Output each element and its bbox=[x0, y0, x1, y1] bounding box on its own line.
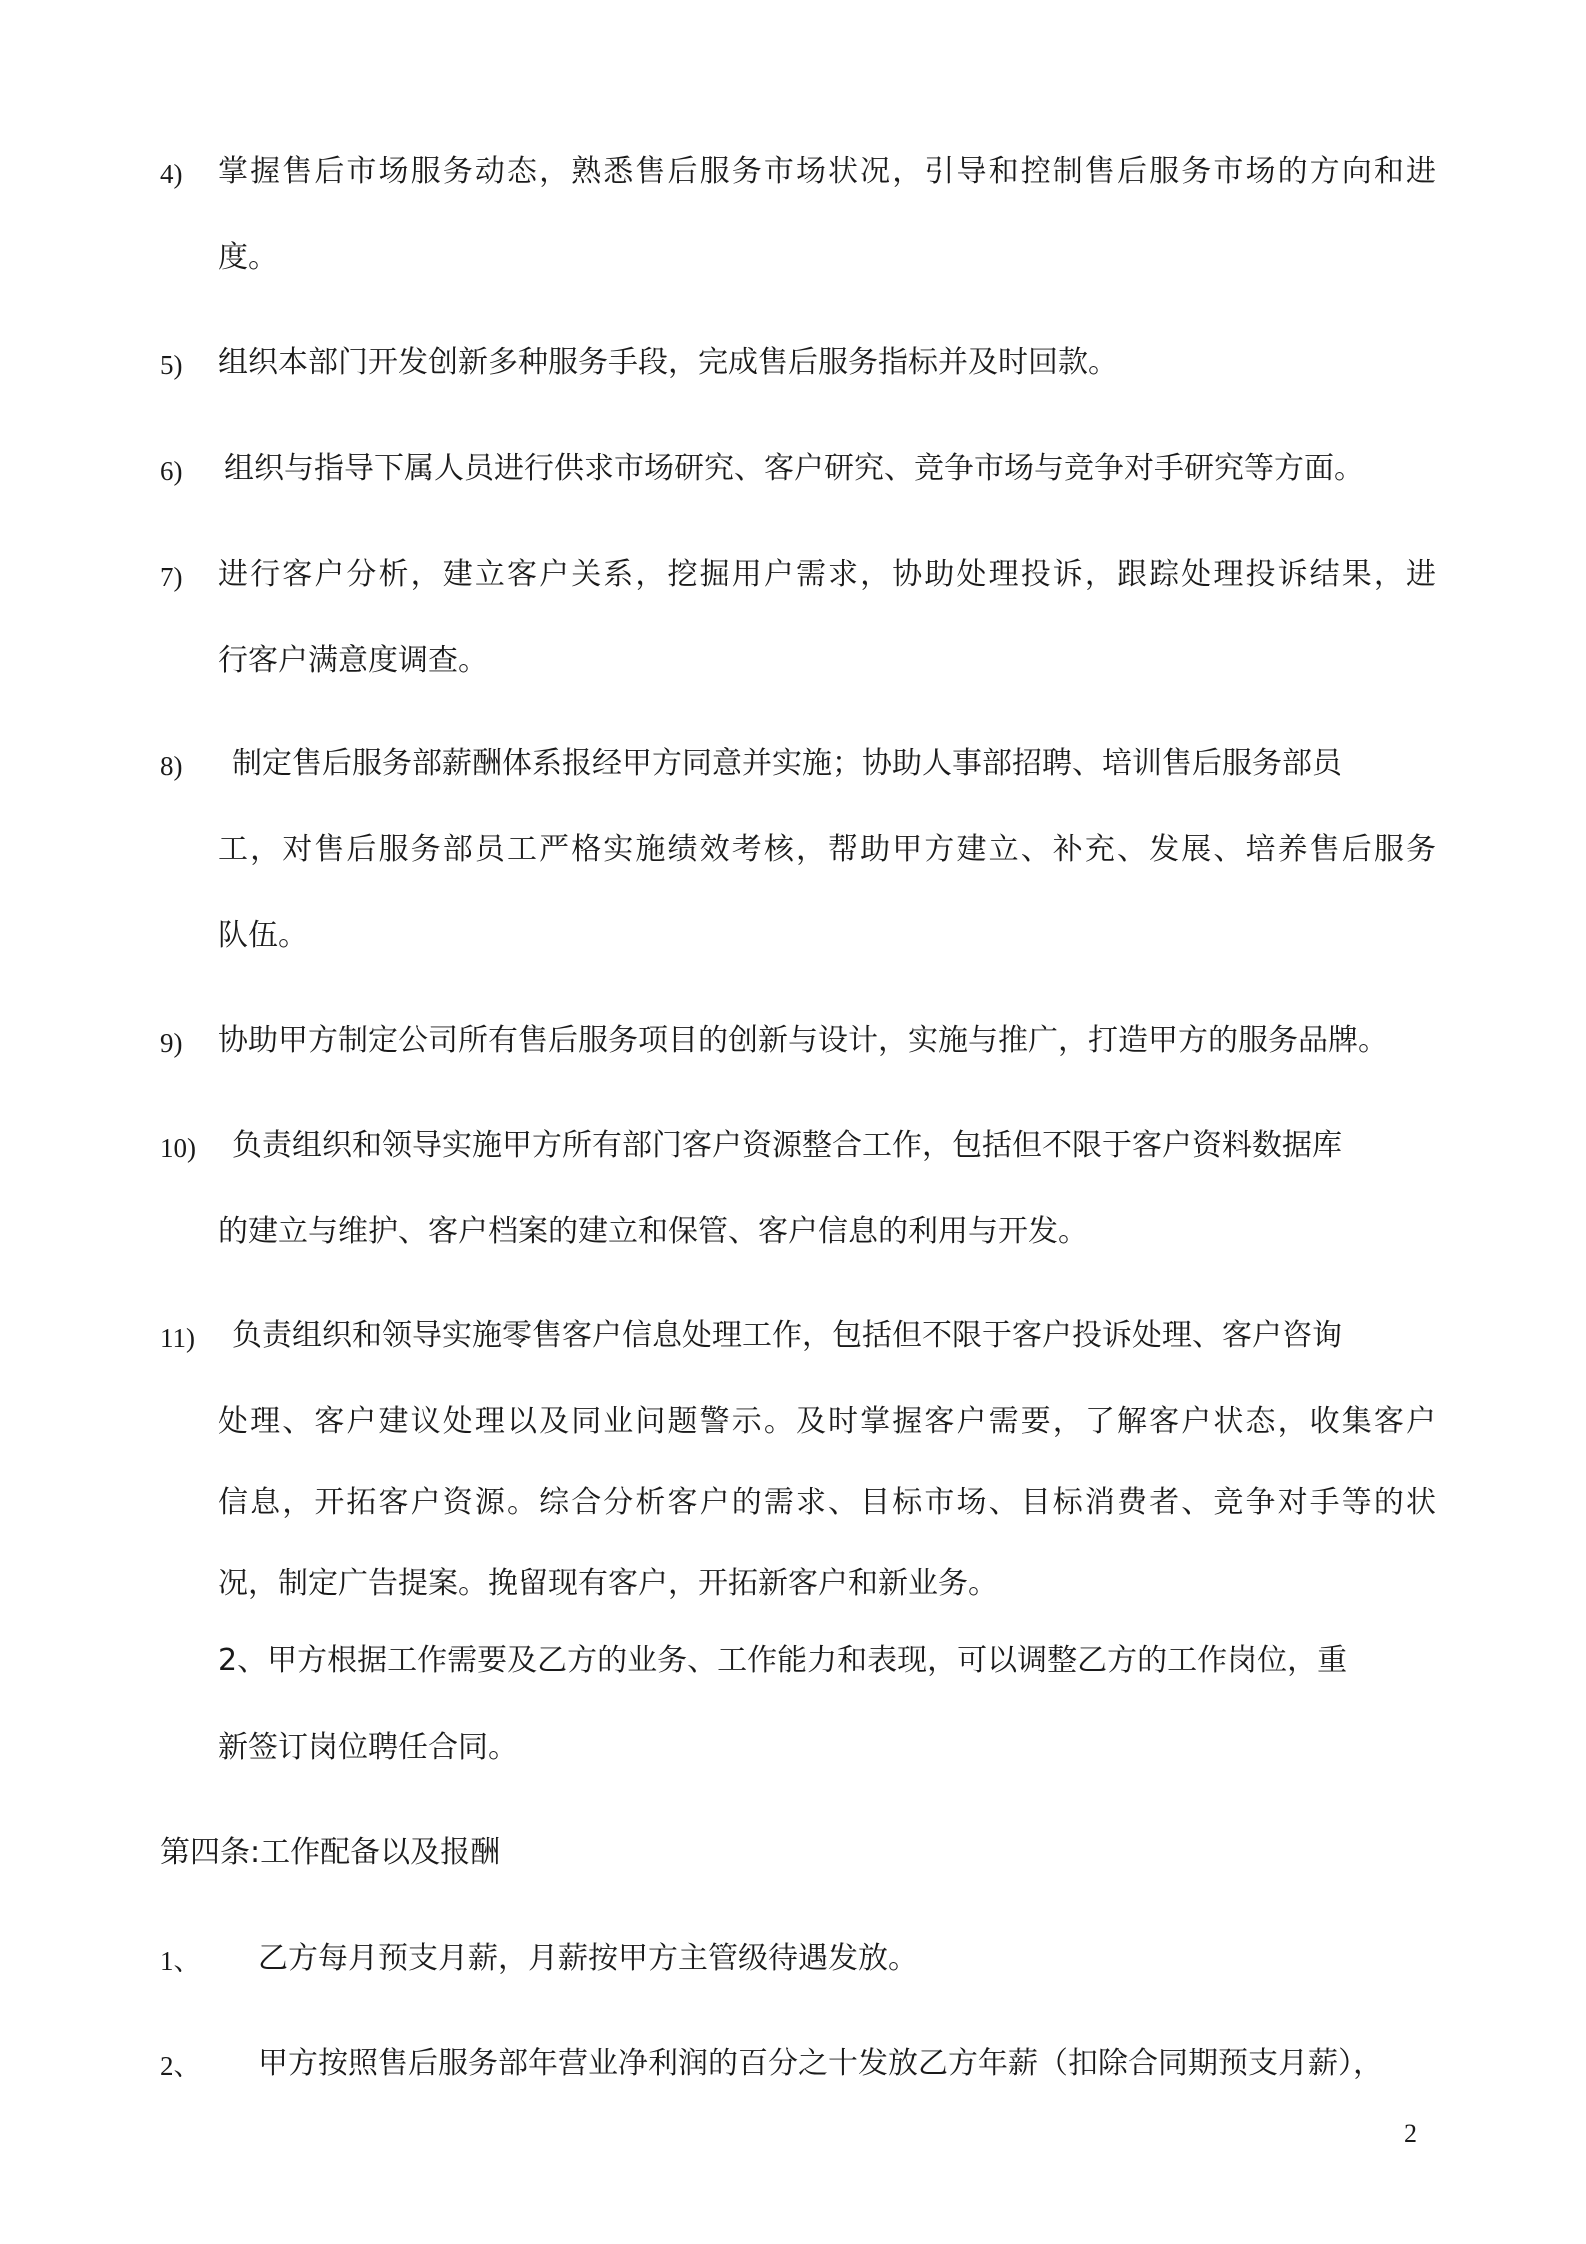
list-number: 9) bbox=[160, 1028, 183, 1058]
list-item-text: 负责组织和领导实施甲方所有部门客户资源整合工作，包括但不限于客户资料数据库 bbox=[232, 1128, 1342, 1163]
list-item-text: 处理、客户建议处理以及同业问题警示。及时掌握客户需要，了解客户状态，收集客户 bbox=[218, 1404, 1439, 1439]
list-item-text: 负责组织和领导实施零售客户信息处理工作，包括但不限于客户投诉处理、客户咨询 bbox=[232, 1318, 1342, 1353]
list-item-text: 度。 bbox=[218, 240, 278, 275]
list-number: 6) bbox=[160, 456, 183, 486]
list-number: 1、 bbox=[160, 1946, 201, 1976]
list-item-text: 协助甲方制定公司所有售后服务项目的创新与设计，实施与推广，打造甲方的服务品牌。 bbox=[218, 1023, 1388, 1058]
list-item-text: 组织本部门开发创新多种服务手段，完成售后服务指标并及时回款。 bbox=[218, 345, 1118, 380]
section-heading: 第四条:工作配备以及报酬 bbox=[160, 1835, 501, 1870]
list-number: 7) bbox=[160, 562, 183, 592]
list-item-text: 行客户满意度调查。 bbox=[218, 643, 488, 678]
list-item-text: 制定售后服务部薪酬体系报经甲方同意并实施；协助人事部招聘、培训售后服务部员 bbox=[232, 746, 1342, 781]
clause-text: 新签订岗位聘任合同。 bbox=[218, 1730, 518, 1765]
list-number: 2、 bbox=[160, 2051, 201, 2081]
list-item-text: 掌握售后市场服务动态，熟悉售后服务市场状况，引导和控制售后服务市场的方向和进 bbox=[218, 154, 1439, 189]
page-number: 2 bbox=[1404, 2119, 1417, 2148]
list-number: 11) bbox=[160, 1323, 195, 1353]
clause-text: 2、甲方根据工作需要及乙方的业务、工作能力和表现，可以调整乙方的工作岗位，重 bbox=[218, 1643, 1348, 1678]
list-item-text: 乙方每月预支月薪，月薪按甲方主管级待遇发放。 bbox=[258, 1941, 918, 1976]
list-item-text: 甲方按照售后服务部年营业净利润的百分之十发放乙方年薪（扣除合同期预支月薪）， bbox=[258, 2046, 1383, 2081]
list-item-text: 况，制定广告提案。挽留现有客户，开拓新客户和新业务。 bbox=[218, 1566, 998, 1601]
list-item-text: 的建立与维护、客户档案的建立和保管、客户信息的利用与开发。 bbox=[218, 1214, 1088, 1249]
list-number: 4) bbox=[160, 159, 183, 189]
list-number: 8) bbox=[160, 751, 183, 781]
list-item-text: 进行客户分析，建立客户关系，挖掘用户需求，协助处理投诉，跟踪处理投诉结果，进 bbox=[218, 557, 1439, 592]
list-number: 10) bbox=[160, 1133, 196, 1163]
list-item-text: 信息，开拓客户资源。综合分析客户的需求、目标市场、目标消费者、竞争对手等的状 bbox=[218, 1485, 1439, 1520]
list-item-text: 工，对售后服务部员工严格实施绩效考核，帮助甲方建立、补充、发展、培养售后服务 bbox=[218, 832, 1439, 867]
list-number: 5) bbox=[160, 350, 183, 380]
list-item-text: 队伍。 bbox=[218, 918, 308, 953]
list-item-text: 组织与指导下属人员进行供求市场研究、客户研究、竞争市场与竞争对手研究等方面。 bbox=[224, 451, 1364, 486]
